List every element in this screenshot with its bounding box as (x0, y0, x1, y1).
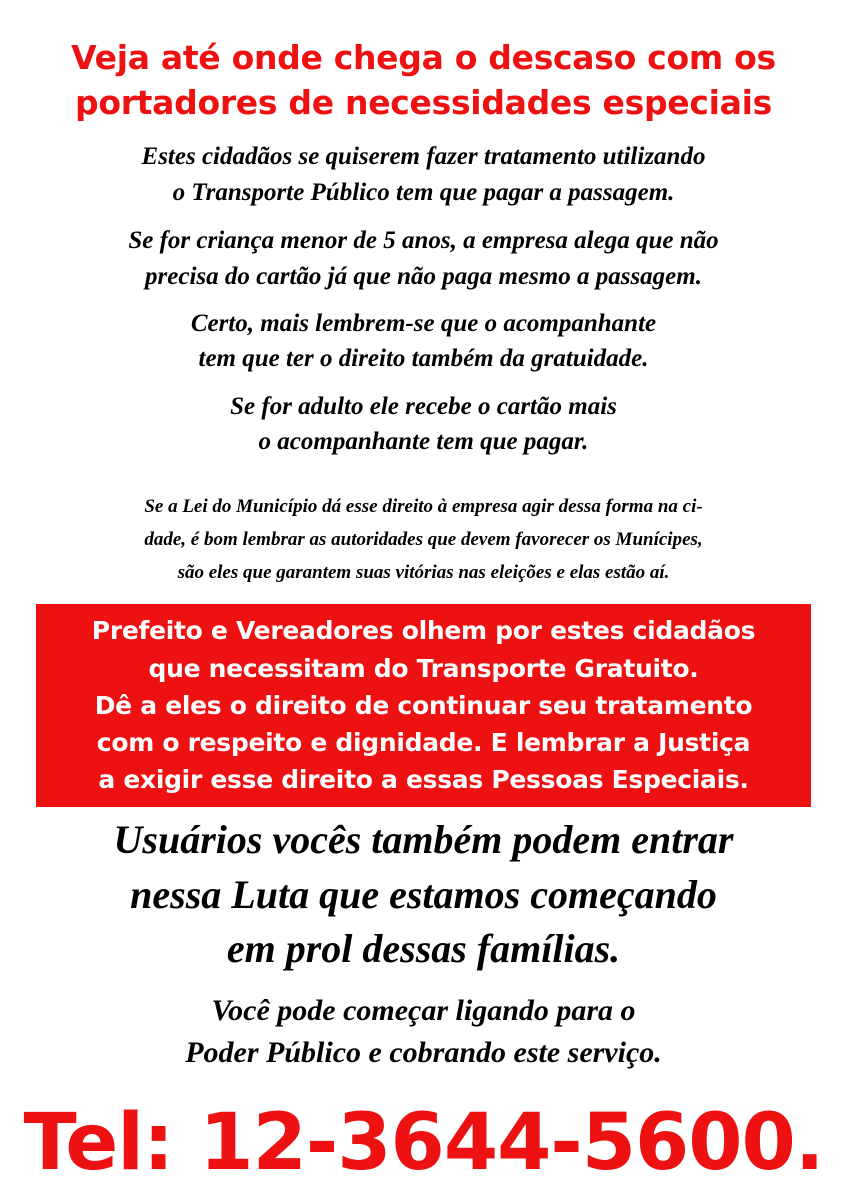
paragraph-line: Certo, mais lembrem-se que o acompanhante (190, 310, 657, 337)
law-note-line: Se a Lei do Município dá esse direito à empresa agir dessa forma na ci- (144, 496, 703, 517)
paragraph-line: Se for adulto ele recebe o cartão mais (230, 393, 617, 420)
paragraph-line: o acompanhante tem que pagar. (258, 428, 589, 455)
cta-line: nessa Luta que estamos começando (130, 872, 717, 917)
law-note-line: dade, é bom lembrar as autoridades que devem favorecer os Munícipes, (144, 529, 703, 550)
paragraph-line: tem que ter o direito também da gratuidade. (198, 345, 649, 372)
appeal-line: que necessitam do Transporte Gratuito. (148, 654, 699, 683)
appeal-line: com o respeito e dignidade. E lembrar a Justiça (96, 728, 751, 757)
paragraph-line: Se for criança menor de 5 anos, a empresa alega que não (128, 227, 719, 254)
paragraph-line: precisa do cartão já que não paga mesmo a passagem. (145, 263, 702, 290)
paragraph-line: o Transporte Público tem que pagar a passagem. (172, 179, 675, 206)
appeal-line: a exigir esse direito a essas Pessoas Especiais. (98, 765, 749, 794)
contact-line: Poder Público e cobrando este serviço. (185, 1036, 662, 1069)
cta-line: Usuários vocês também podem entrar (113, 817, 734, 862)
contact-line: Você pode começar ligando para o (211, 994, 636, 1027)
paragraph-line: Estes cidadãos se quiserem fazer tratamento utilizando (141, 143, 706, 170)
headline-line-2: portadores de necessidades especiais (75, 83, 772, 122)
appeal-line: Prefeito e Vereadores olhem por estes cidadãos (91, 616, 756, 645)
appeal-line: Dê a eles o direito de continuar seu tratamento (94, 691, 753, 720)
headline-line-1: Veja até onde chega o descaso com os (71, 38, 776, 77)
appeal-box (36, 604, 811, 807)
cta-line: em prol dessas famílias. (226, 926, 621, 971)
phone-number: Tel: 12-3644-5600. (23, 1098, 824, 1188)
law-note-line: são eles que garantem suas vitórias nas eleições e elas estão aí. (177, 562, 670, 583)
